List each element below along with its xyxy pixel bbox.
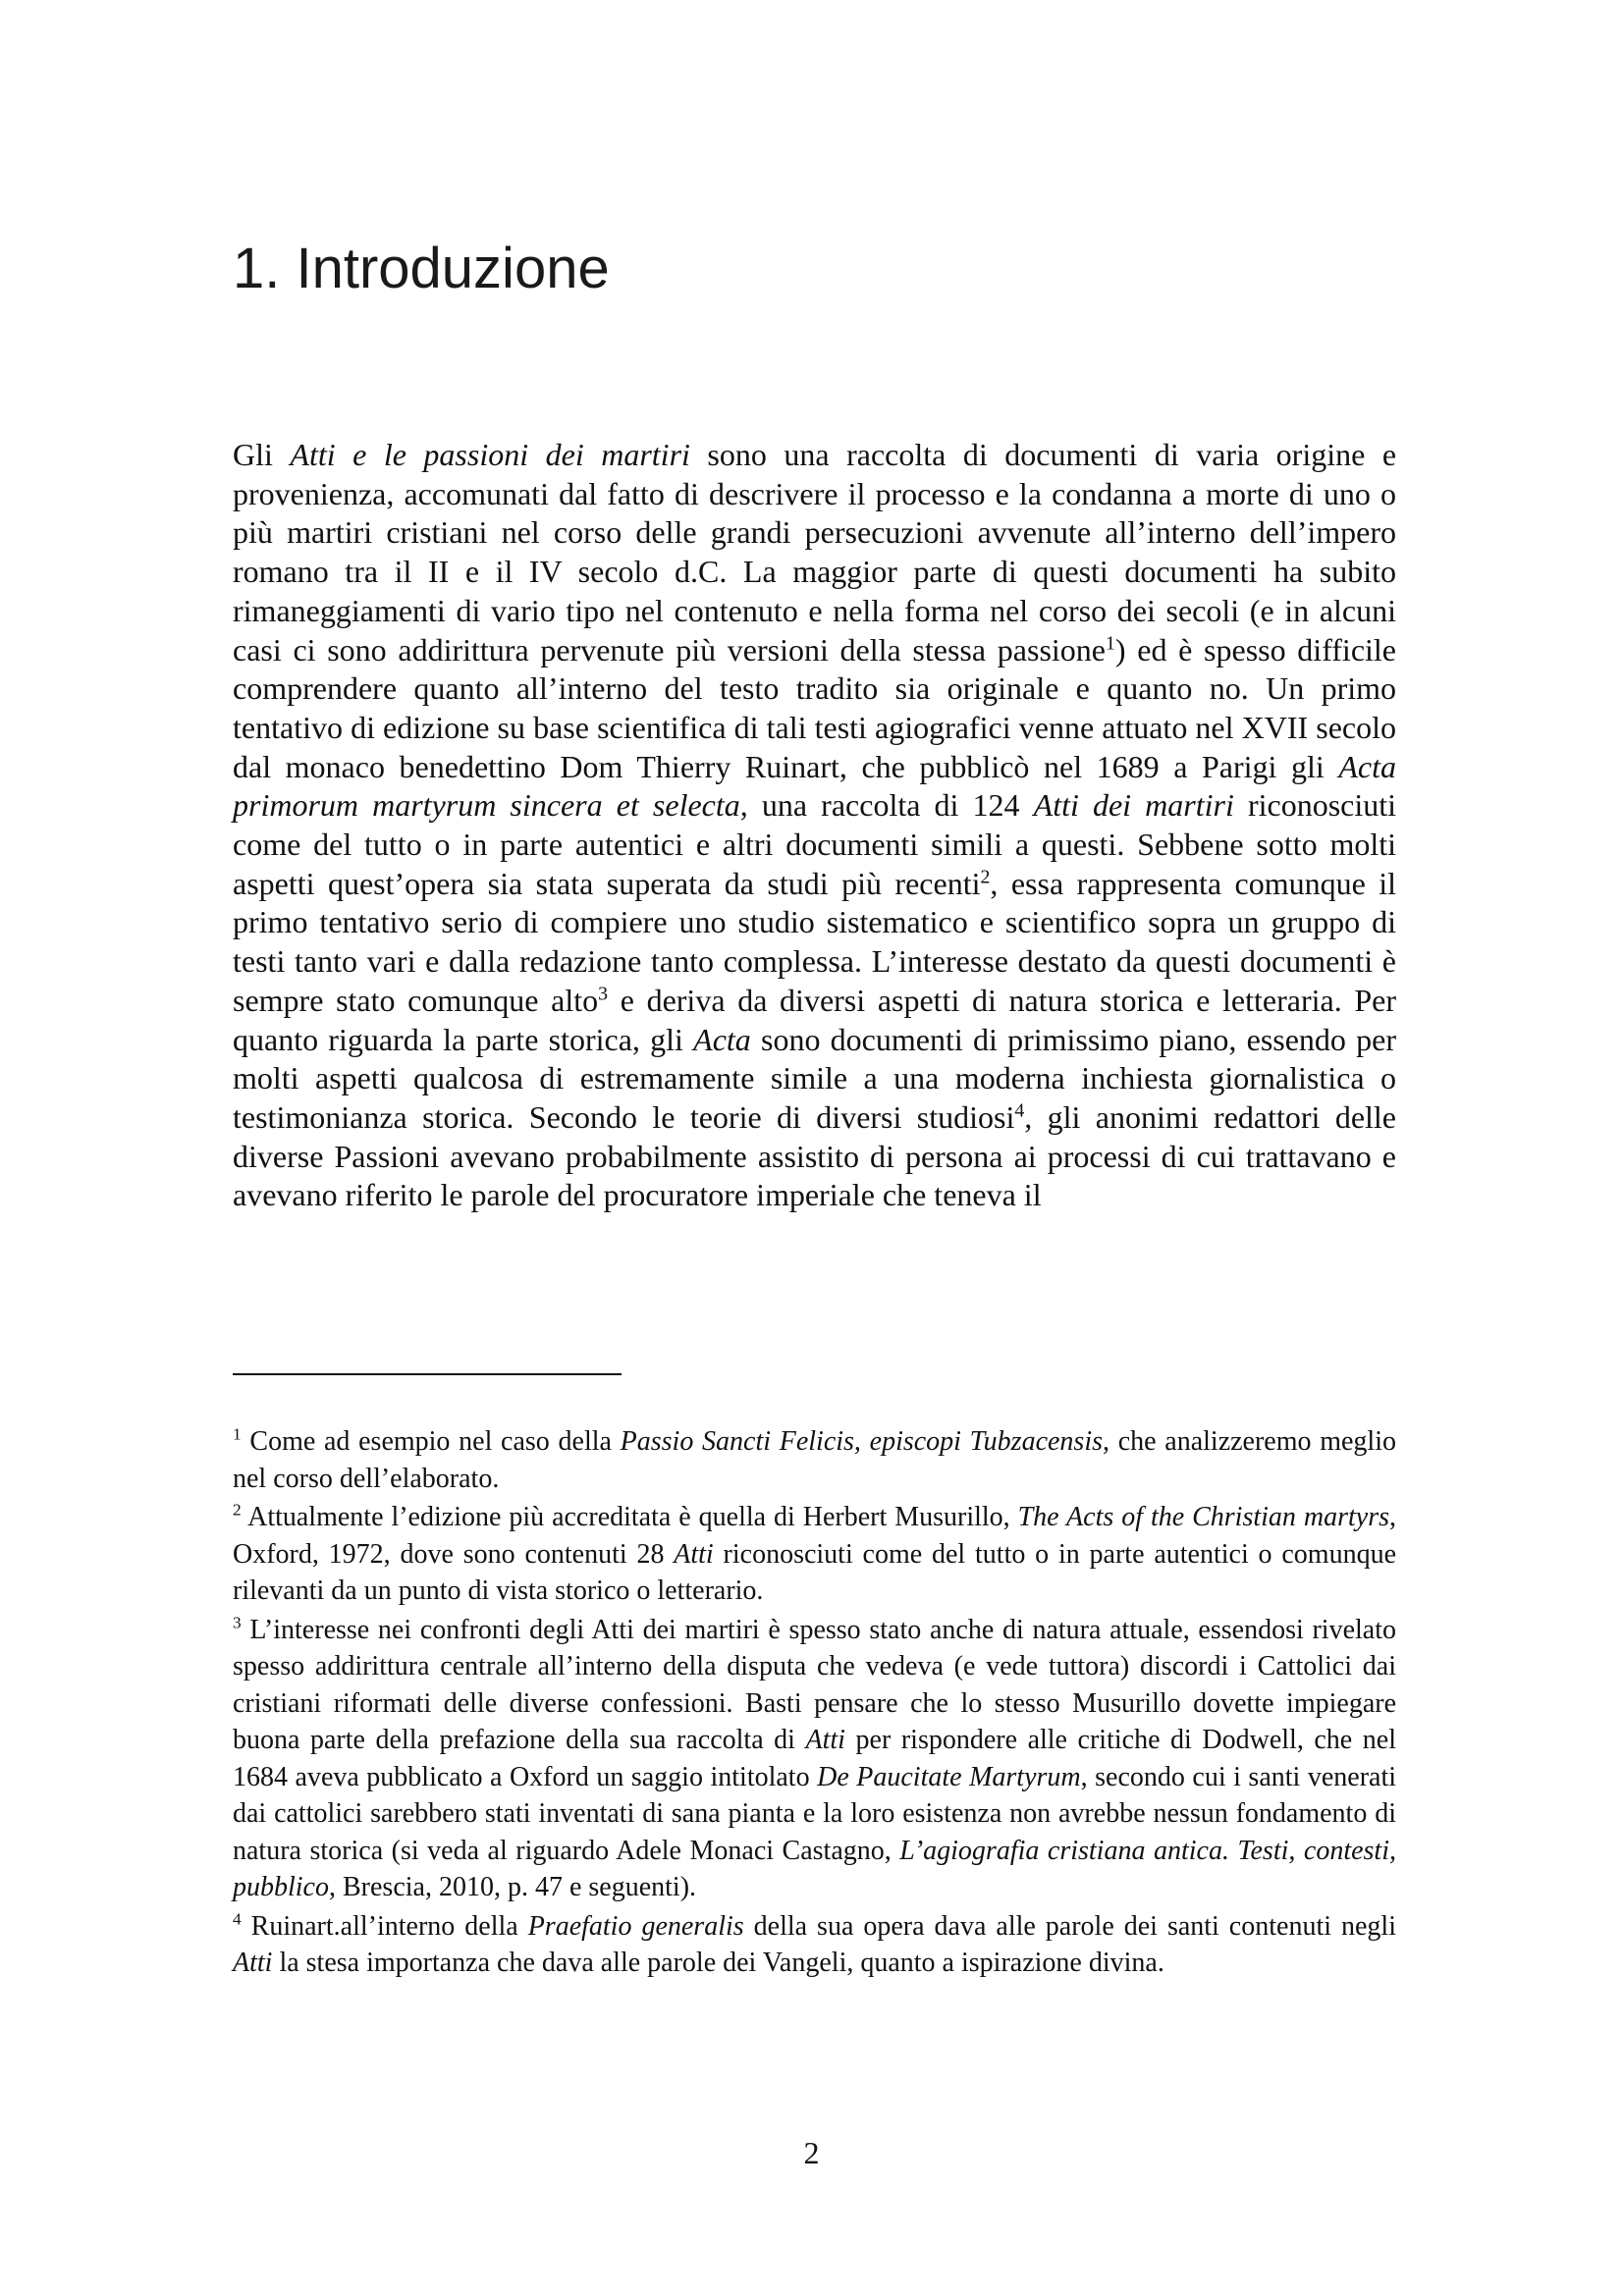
footnotes-section xyxy=(233,1423,1396,1984)
body-italic-title: Acta xyxy=(693,1021,751,1057)
body-text-run: sono documenti di primissimo piano, essendo per molti aspetti qualcosa di estremamente simile a una moderna inchiesta giornalistica o testimonianza storica. Secondo le teorie di diversi studiosi xyxy=(233,1021,1397,1135)
footnote-italic-title: De Paucitate Martyrum xyxy=(817,1761,1081,1792)
footnote-italic-title: Praefatio generalis xyxy=(527,1910,744,1942)
footnote-text-run: la stesa importanza che dava alle parole dei Vangeli, quanto a ispirazione divina. xyxy=(272,1948,1164,1978)
body-italic-title: Atti e le passioni dei martiri xyxy=(290,437,690,472)
page-number: 2 xyxy=(803,2135,820,2170)
footnote-ref-3[interactable]: 3 xyxy=(598,983,609,1005)
chapter-title: 1. Introduzione xyxy=(233,237,610,300)
footnote-text-run: , Oxford, 1972, dove sono contenuti 28 xyxy=(233,1502,1396,1570)
footnote-italic-title: Atti xyxy=(233,1948,273,1978)
footnote-text-run: Attualmente l’edizione più accreditata è quella di Herbert Musurillo, xyxy=(241,1502,1018,1532)
footnote-italic-title: The Acts of the Christian martyrs xyxy=(1017,1502,1389,1532)
footnote-italic-title: Passio Sancti Felicis, episcopi Tubzacensis xyxy=(620,1426,1104,1457)
footnote-text-run: per rispondere alle critiche di Dodwell, che nel 1684 aveva pubblicato a Oxford un saggio intitolato xyxy=(233,1725,1396,1792)
footnote-number: 3 xyxy=(233,1613,242,1632)
footnote-number: 2 xyxy=(233,1500,242,1520)
body-italic-title: Acta primorum martyrum sincera et selecta, xyxy=(233,748,1396,824)
footnote-italic-title: Atti xyxy=(674,1538,714,1570)
footnote-ref-4[interactable]: 4 xyxy=(1014,1099,1025,1122)
footnote-italic-title: Atti xyxy=(805,1725,845,1755)
footnote-text-run: Ruinart.all’interno della xyxy=(241,1910,528,1942)
footnote-separator xyxy=(233,1373,622,1375)
footnote-1 xyxy=(233,1423,1396,1497)
body-text-run: e deriva da diversi aspetti di natura storica e letteraria. Per quanto riguarda la parte storica, gli xyxy=(233,982,1397,1057)
footnote-ref-2[interactable]: 2 xyxy=(980,866,991,888)
footnote-italic-title: L’agiografia cristiana antica. Testi, contesti, pubblico xyxy=(233,1835,1396,1902)
footnote-text-run: Come ad esempio nel caso della xyxy=(241,1426,621,1457)
footnote-text-run: riconosciuti come del tutto o in parte autentici o comunque rilevanti da un punto di vista storico o letterario. xyxy=(233,1538,1396,1606)
footnote-text-run: , che analizzeremo meglio nel corso dell’elaborato. xyxy=(233,1426,1396,1494)
footnote-2 xyxy=(233,1499,1396,1610)
footnote-number: 4 xyxy=(233,1909,242,1929)
footnote-text-run: della sua opera dava alle parole dei santi contenuti negli xyxy=(743,1910,1396,1942)
footnote-ref-1[interactable]: 1 xyxy=(1106,631,1115,654)
body-italic-title: Atti dei martiri xyxy=(1033,787,1234,824)
body-paragraph xyxy=(233,436,1396,1215)
footnote-4 xyxy=(233,1908,1396,1982)
footnote-number: 1 xyxy=(233,1424,242,1444)
body-text-run: Gli xyxy=(233,437,291,472)
footnote-text-run: , Brescia, 2010, p. 47 e seguenti). xyxy=(329,1872,697,1902)
footnote-text-run: L’interesse nei confronti degli Atti dei martiri è spesso stato anche di natura attuale, essendosi rivelato spesso addirittura centrale all’interno della disputa che vedeva (e vede tuttora) discordi i Cattolici dai cristiani riformati delle diverse confessioni. Basti pensare che lo stesso Musurillo dovette impiegare buona parte della prefazione della sua raccolta di xyxy=(233,1614,1396,1755)
body-text-run: una raccolta di 124 xyxy=(747,787,1034,824)
body-text-run: , essa rappresenta comunque il primo tentativo serio di compiere uno studio sistematico e scientifico sopra un gruppo di testi tanto vari e dalla redazione tanto complessa. L’interesse destato da questi documenti è sempre stato comunque alto xyxy=(233,865,1396,1018)
footnote-3 xyxy=(233,1612,1396,1906)
body-text-run: ) ed è spesso difficile comprendere quanto all’interno del testo tradito sia originale e quanto no. Un primo tentativo di edizione su base scientifica di tali testi agiografici venne attuato nel XVII secolo dal monaco benedettino Dom Thierry Ruinart, che pubblicò nel 1689 a Parigi gli xyxy=(233,631,1397,784)
body-text-run: riconosciuti come del tutto o in parte autentici e altri documenti simili a questi. Sebbene sotto molti aspetti quest’opera sia stata superata da studi più recenti xyxy=(233,787,1397,901)
body-text-run: , gli anonimi redattori delle diverse Passioni avevano probabilmente assistito di persona ai processi di cui trattavano e avevano riferito le parole del procuratore imperiale che teneva il xyxy=(233,1098,1396,1213)
body-text-run: sono una raccolta di documenti di varia origine e provenienza, accomunati dal fatto di descrivere il processo e la condanna a morte di uno o più martiri cristiani nel corso delle grandi persecuzioni avvenute all’interno dell’impero romano tra il II e il IV secolo d.C. La maggior parte di questi documenti ha subito rimaneggiamenti di vario tipo nel contenuto e nella forma nel corso dei secoli (e in alcuni casi ci sono addirittura pervenute più versioni della stessa passione xyxy=(233,437,1397,667)
footnote-text-run: , secondo cui i santi venerati dai cattolici sarebbero stati inventati di sana pianta e la loro esistenza non avrebbe nessun fondamento di natura storica (si veda al riguardo Adele Monaci Castagno, xyxy=(233,1761,1397,1866)
